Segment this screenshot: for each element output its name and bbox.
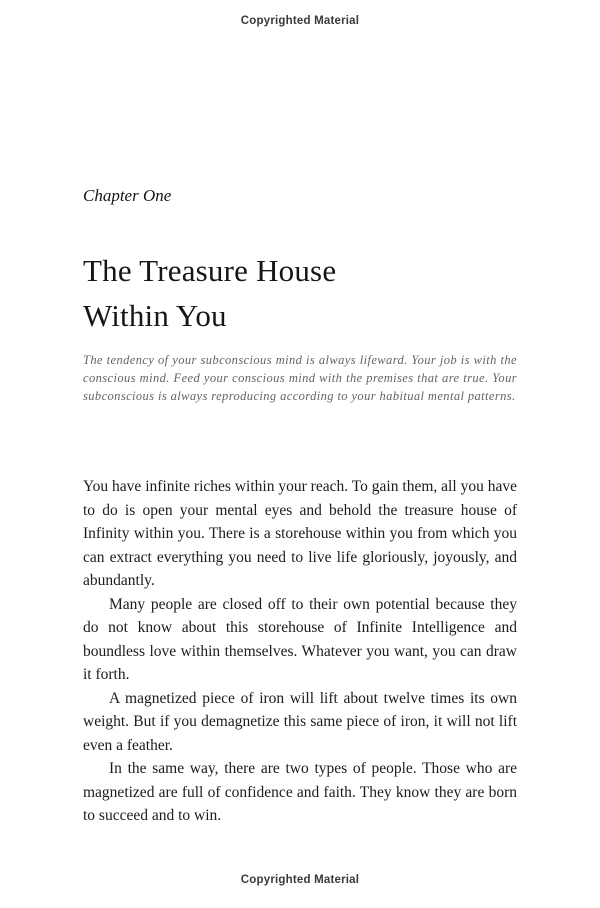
chapter-title (83, 248, 517, 338)
page-content (83, 0, 517, 828)
paragraph: In the same way, there are two types of people. Those who are magnetized are full of confidence and faith. They know they are born to succeed and to win. (83, 760, 517, 824)
chapter-title-line2: Within You (83, 298, 227, 333)
copyright-notice-top: Copyrighted Material (240, 15, 360, 27)
paragraph: A magnetized piece of iron will lift about twelve times its own weight. But if you demagnetize this same piece of iron, it will not lift even a feather. (83, 689, 517, 754)
chapter-title-line1: The Treasure House (83, 253, 337, 288)
chapter-epigraph: The tendency of your subconscious mind is always lifeward. Your job is with the conscious mind. Feed your conscious mind with the premises that are true. Your subconscious is always reproducing according to your habitual mental patterns. (83, 353, 517, 403)
paragraph: Many people are closed off to their own potential because they do not know about this storehouse of Infinite Intelligence and boundless love within themselves. Whatever you want, you can draw it forth. (83, 595, 517, 683)
paragraph: You have infinite riches within your reach. To gain them, all you have to do is open your mental eyes and behold the treasure house of Infinity within you. There is a storehouse within you from which you can extract everything you need to live life gloriously, joyously, and abundantly. (83, 478, 517, 589)
chapter-label: Chapter One (83, 186, 172, 205)
body-text (83, 475, 517, 828)
copyright-notice-bottom: Copyrighted Material (240, 874, 360, 886)
